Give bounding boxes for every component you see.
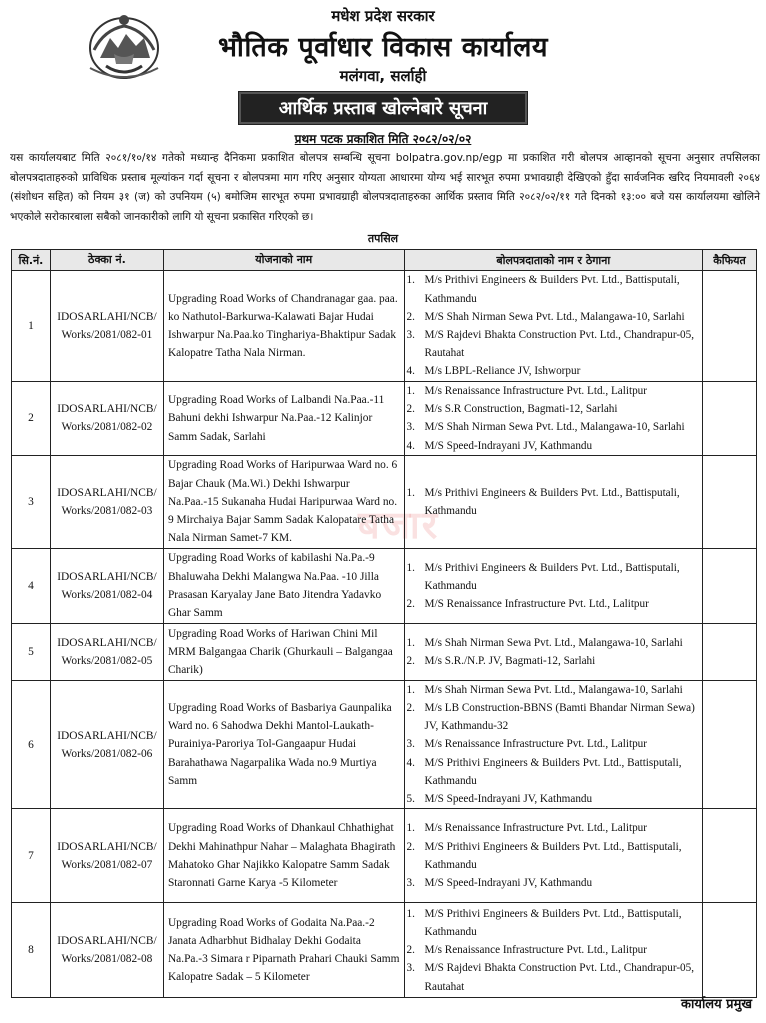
bidder-list xyxy=(407,819,701,892)
table-caption: तपसिल xyxy=(367,232,399,245)
row-contract-number: IDOSARLAHI/NCB/ Works/2081/082-03 xyxy=(50,455,163,548)
bidder-list xyxy=(407,484,701,520)
row-project-name: Upgrading Road Works of Lalbandi Na.Paa.-11 Bahuni dekhi Ishwarpur Na.Paa.-12 Kalinjor Samm Sadak, Sarlahi xyxy=(163,382,404,456)
col-header-contract: ठेक्का नं. xyxy=(50,250,163,271)
row-bidders xyxy=(404,680,703,808)
bidder-name: M/S Prithivi Engineers & Builders Pvt. Ltd., Battisputali, Kathmandu xyxy=(424,756,682,787)
bidder-item xyxy=(407,362,701,380)
bidder-name: M/S Shah Nirman Sewa Pvt. Ltd., Malangawa-10, Sarlahi xyxy=(424,421,685,434)
row-sn: 1 xyxy=(12,271,51,382)
table-row xyxy=(12,680,757,808)
row-project-name: Upgrading Road Works of Godaita Na.Paa.-2 Janata Adharbhut Bidhalay Dekhi Godaita Na.Pa.-3 Simara r Piparnath Prahari Chauki Samm Kalopatre Sadak – 5 Kilometer xyxy=(163,903,404,998)
bidder-list xyxy=(407,559,701,614)
table-row xyxy=(12,382,757,456)
row-bidders xyxy=(404,809,703,903)
row-bidders xyxy=(404,382,703,456)
row-remarks xyxy=(703,809,757,903)
bidder-number: 2. xyxy=(406,840,415,853)
bidder-item xyxy=(407,595,701,613)
table-row xyxy=(12,271,757,382)
bidder-name: M/S Speed-Indrayani JV, Kathmandu xyxy=(424,876,593,889)
table-row xyxy=(12,548,757,623)
row-sn: 7 xyxy=(12,809,51,903)
table-row xyxy=(12,809,757,903)
row-contract-number: IDOSARLAHI/NCB/ Works/2081/082-06 xyxy=(50,680,163,808)
bidder-number: 2. xyxy=(406,702,415,715)
bidder-item xyxy=(407,838,701,874)
bidder-number: 3. xyxy=(406,876,415,889)
bidder-number: 5. xyxy=(406,793,415,806)
row-project-name: Upgrading Road Works of Dhankaul Chhathighat Dekhi Mahinathpur Nahar – Malaghata Bhagirath Mahatoko Ghar Najikko Kalopatre Samm Sadak Staronnati Garne Karya -5 Kilometer xyxy=(163,809,404,903)
bidder-name: M/s Renaissance Infrastructure Pvt. Ltd., Lalitpur xyxy=(424,738,647,751)
col-header-remarks: कैफियत xyxy=(703,250,757,271)
bidder-number: 3. xyxy=(406,962,415,975)
row-project-name: Upgrading Road Works of Haripurwaa Ward no. 6 Bajar Chauk (Ma.Wi.) Dekhi Ishwarpur Na.Paa.-15 Sukanaha Hudai Haripurwaa Ward no. 9 Mirchaiya Bajar Samm Sadak Kalopatare Tatha Nala Nirman Samet-7 KM. xyxy=(163,455,404,548)
bidder-number: 2. xyxy=(406,597,415,610)
bidder-item xyxy=(407,308,701,326)
bidder-name: M/S Renaissance Infrastructure Pvt. Ltd., Lalitpur xyxy=(424,597,649,610)
bidder-number: 1. xyxy=(406,385,415,397)
bidder-item xyxy=(407,652,701,670)
row-sn: 2 xyxy=(12,382,51,456)
bidder-number: 1. xyxy=(406,274,415,287)
bidder-name: M/S Rajdevi Bhakta Construction Pvt. Ltd., Chandrapur-05, Rautahat xyxy=(424,962,695,993)
bidder-name: M/s Shah Nirman Sewa Pvt. Ltd., Malangawa-10, Sarlahi xyxy=(424,636,683,649)
row-sn: 4 xyxy=(12,548,51,623)
bidder-number: 2. xyxy=(406,310,415,323)
signature-title: कार्यालय प्रमुख xyxy=(681,997,752,1012)
row-remarks xyxy=(703,903,757,998)
table-row xyxy=(12,623,757,680)
bidder-number: 4. xyxy=(406,365,415,378)
office-location: मलंगवा, सर्लाही xyxy=(339,67,427,85)
table-row xyxy=(12,455,757,548)
bidder-name: M/S Speed-Indrayani JV, Kathmandu xyxy=(424,439,593,452)
bidder-list xyxy=(407,382,701,455)
bidder-name: M/s S.R./N.P. JV, Bagmati-12, Sarlahi xyxy=(424,654,596,667)
bidder-number: 3. xyxy=(406,738,415,751)
bidder-name: M/s Prithivi Engineers & Builders Pvt. Ltd., Battisputali, Kathmandu xyxy=(424,561,680,592)
bidder-name: M/s Renaissance Infrastructure Pvt. Ltd., Lalitpur xyxy=(424,944,647,957)
bidder-item xyxy=(407,959,701,995)
bidder-number: 1. xyxy=(406,636,415,649)
bidder-item xyxy=(407,819,701,837)
bidder-item xyxy=(407,418,701,436)
table-header-row xyxy=(12,250,757,271)
bidder-item xyxy=(407,905,701,941)
bidder-item xyxy=(407,326,701,362)
bidder-list xyxy=(407,681,701,808)
bidder-item xyxy=(407,699,701,735)
bidder-number: 3. xyxy=(406,421,415,434)
bidder-number: 2. xyxy=(406,654,415,667)
bidder-name: M/s Prithivi Engineers & Builders Pvt. Ltd., Battisputali, Kathmandu xyxy=(424,486,680,517)
bidder-item xyxy=(407,874,701,892)
row-contract-number: IDOSARLAHI/NCB/ Works/2081/082-07 xyxy=(50,809,163,903)
bidder-name: M/s LBPL-Reliance JV, Ishworpur xyxy=(424,365,581,378)
row-remarks xyxy=(703,548,757,623)
government-name: मधेश प्रदेश सरकार xyxy=(331,7,435,25)
row-remarks xyxy=(703,623,757,680)
watermark: बजार xyxy=(358,503,440,547)
row-remarks xyxy=(703,680,757,808)
bidder-item xyxy=(407,735,701,753)
notice-paragraph: यस कार्यालयबाट मिति २०८१/१०/१४ गतेको मध्यान्ह दैनिकमा प्रकाशित बोलपत्र सम्बन्धि सूचना bolpatra.gov.np/egp मा प्रकाशित गरी बोलपत्र आव्हानको सूचना अनुसार तपसिलका बोलपत्रदाताहरुको प्राविधिक प्रस्ताब मूल्यांकन गर्दा सूचना र बोलपत्रमा माग गरिए अनुसार योग्यता आधारमा योग्य भई सारभूत रुपमा प्रभावग्राही देखिएको हुँदा सार्वजनिक खरिद नियमावली २०६४ (संशोधन सहित) को नियम ३१ (ज) को उपनियम (५) बमोजिम सारभूत रुपमा प्रभावग्राही बोलपत्रदाताहरुका आर्थिक प्रस्ताव मिति २०८२/०२/११ गते दिनको १३:०० बजे यस कार्यालयमा खोलिने भएकोले सरोकारबाला सबैको जानकारीको लागि यो सूचना प्रकासित गरिएको छ। xyxy=(10,152,760,223)
row-bidders xyxy=(404,455,703,548)
bidder-item xyxy=(407,941,701,959)
bidder-number: 4. xyxy=(406,756,415,769)
bidder-name: M/s Renaissance Infrastructure Pvt. Ltd., Lalitpur xyxy=(424,385,647,397)
bidder-number: 1. xyxy=(406,486,415,499)
row-sn: 5 xyxy=(12,623,51,680)
bidder-item xyxy=(407,484,701,520)
row-contract-number: IDOSARLAHI/NCB/ Works/2081/082-01 xyxy=(50,271,163,382)
row-contract-number: IDOSARLAHI/NCB/ Works/2081/082-05 xyxy=(50,623,163,680)
bidder-number: 1. xyxy=(406,561,415,574)
row-remarks xyxy=(703,382,757,456)
row-sn: 8 xyxy=(12,903,51,998)
row-project-name: Upgrading Road Works of Chandranagar gaa. paa. ko Nathutol-Barkurwa-Kalawati Bajar Hudai Ishwarpur Na.Paa.ko Tinghariya-Bhaktipur Sadak Kalopatre Tatha Nala Nirman. xyxy=(163,271,404,382)
bidder-name: M/S Speed-Indrayani JV, Kathmandu xyxy=(424,793,593,806)
bidders-table xyxy=(11,249,757,998)
bidder-name: M/s S.R Construction, Bagmati-12, Sarlahi xyxy=(424,403,618,416)
bidder-name: M/S Prithivi Engineers & Builders Pvt. Ltd., Battisputali, Kathmandu xyxy=(424,840,682,871)
bidder-item xyxy=(407,790,701,808)
bidder-name: M/S Shah Nirman Sewa Pvt. Ltd., Malangawa-10, Sarlahi xyxy=(424,310,685,323)
bidder-number: 1. xyxy=(406,822,415,835)
bidder-item xyxy=(407,634,701,652)
bidder-name: M/s Prithivi Engineers & Builders Pvt. Ltd., Battisputali, Kathmandu xyxy=(424,274,680,305)
row-project-name: Upgrading Road Works of Hariwan Chini Mil MRM Balgangaa Charik (Ghurkauli – Balgangaa Charik) xyxy=(163,623,404,680)
publish-date-text: प्रथम पटक प्रकाशित मिति २०८२/०२/०२ xyxy=(294,132,472,146)
row-sn: 6 xyxy=(12,680,51,808)
row-project-name: Upgrading Road Works of kabilashi Na.Pa.-9 Bhaluwaha Dekhi Malangwa Na.Paa. -10 Jilla Prasasan Karyalay Jane Bato Jitendra Yadavko Ghar Samm xyxy=(163,548,404,623)
row-remarks xyxy=(703,271,757,382)
office-title: भौतिक पूर्वाधार विकास कार्यालय xyxy=(217,32,549,63)
bidder-item xyxy=(407,271,701,307)
row-bidders xyxy=(404,271,703,382)
row-contract-number: IDOSARLAHI/NCB/ Works/2081/082-02 xyxy=(50,382,163,456)
row-contract-number: IDOSARLAHI/NCB/ Works/2081/082-04 xyxy=(50,548,163,623)
bidder-name: M/S Rajdevi Bhakta Construction Pvt. Ltd., Chandrapur-05, Rautahat xyxy=(424,329,695,360)
bidder-name: M/s Shah Nirman Sewa Pvt. Ltd., Malangawa-10, Sarlahi xyxy=(424,683,683,696)
bidder-list xyxy=(407,271,701,380)
col-header-sn: सि.नं. xyxy=(12,250,51,271)
row-contract-number: IDOSARLAHI/NCB/ Works/2081/082-08 xyxy=(50,903,163,998)
bidder-item xyxy=(407,382,701,400)
bidder-name: M/S Prithivi Engineers & Builders Pvt. Ltd., Battisputali, Kathmandu xyxy=(424,907,682,938)
bidder-item xyxy=(407,559,701,595)
notice-banner: आर्थिक प्रस्ताब खोल्नेबारे सूचना xyxy=(239,92,527,124)
bidder-item xyxy=(407,400,701,418)
bidder-item xyxy=(407,681,701,699)
bidder-number: 2. xyxy=(406,403,415,416)
row-sn: 3 xyxy=(12,455,51,548)
bidder-item xyxy=(407,437,701,455)
table-row xyxy=(12,903,757,998)
bidder-item xyxy=(407,754,701,790)
row-bidders xyxy=(404,548,703,623)
bidder-name: M/s LB Construction-BBNS (Bamti Bhandar Nirman Sewa) JV, Kathmandu-32 xyxy=(424,702,695,733)
bidder-list xyxy=(407,905,701,996)
bidder-number: 2. xyxy=(406,944,415,957)
col-header-project: योजनाको नाम xyxy=(163,250,404,271)
publish-date xyxy=(0,130,766,147)
table-body xyxy=(12,271,757,998)
bidder-number: 4. xyxy=(406,439,415,452)
bidder-number: 1. xyxy=(406,683,415,696)
bidder-name: M/s Renaissance Infrastructure Pvt. Ltd., Lalitpur xyxy=(424,822,647,835)
col-header-bidders: बोलपत्रदाताको नाम र ठेगाना xyxy=(404,250,703,271)
row-remarks xyxy=(703,455,757,548)
row-bidders xyxy=(404,903,703,998)
row-bidders xyxy=(404,623,703,680)
bidder-number: 3. xyxy=(406,329,415,341)
bidder-list xyxy=(407,634,701,670)
bidder-number: 1. xyxy=(406,907,415,920)
row-project-name: Upgrading Road Works of Basbariya Gaunpalika Ward no. 6 Sahodwa Dekhi Mantol-Laukath-Purainiya-Paroriya Tol-Gangaapur Hudai Barahathawa Nagarpalika Wada no.9 Murtiya Samm xyxy=(163,680,404,808)
